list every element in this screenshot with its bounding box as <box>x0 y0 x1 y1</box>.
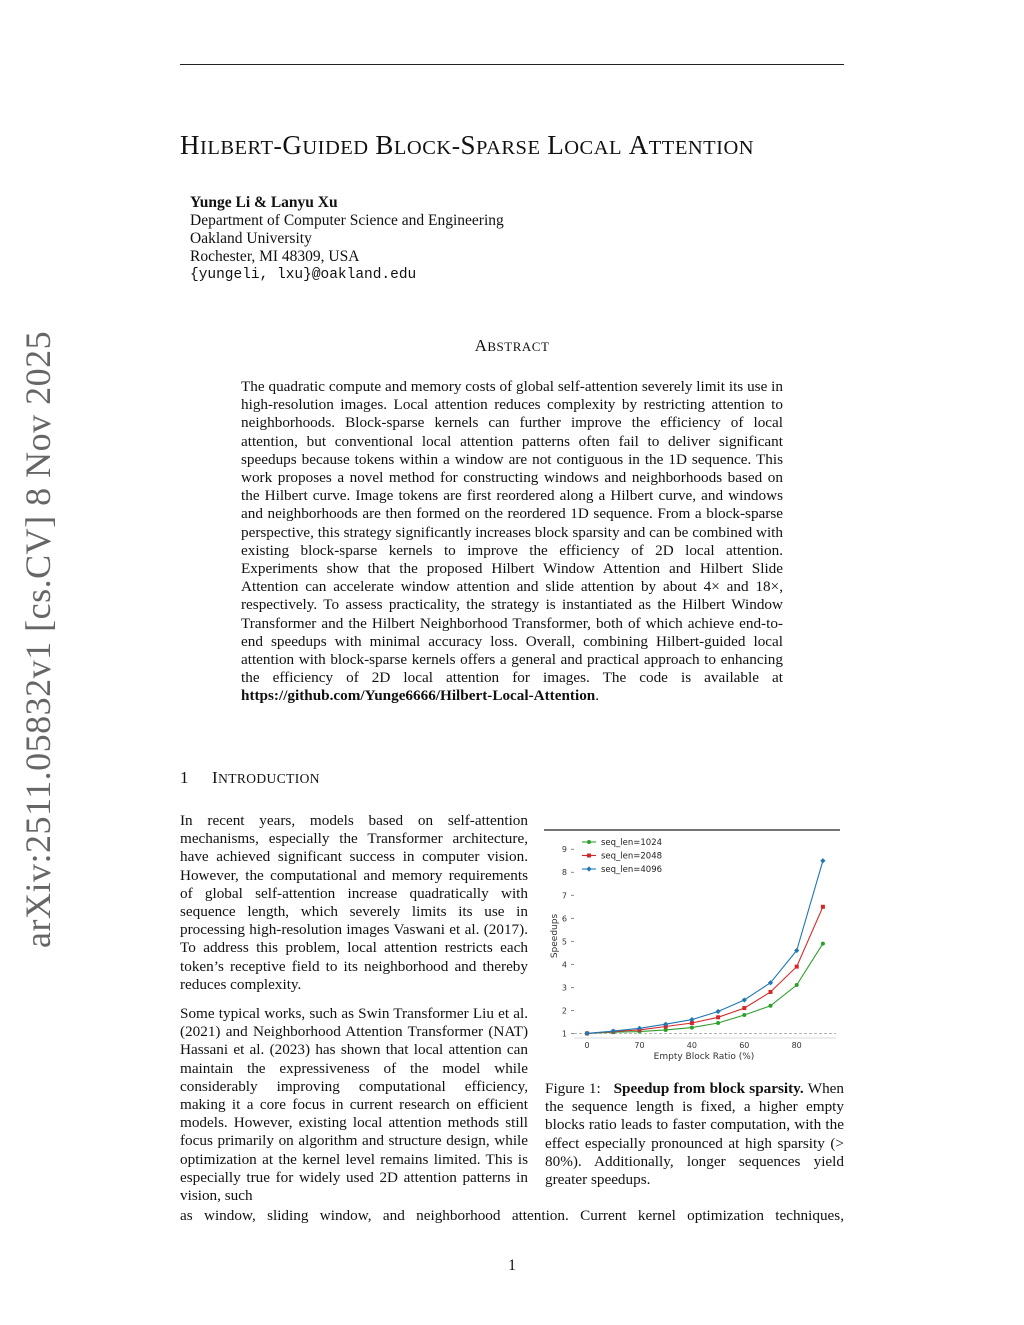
header-rule <box>180 64 844 65</box>
paper-title-text: HILBERT-GUIDED BLOCK-SPARSE LOCAL ATTENTION <box>180 130 755 160</box>
y-tick-label: 9 <box>561 845 567 855</box>
data-point <box>690 1026 694 1030</box>
series-line-2 <box>587 907 823 1034</box>
data-point <box>821 905 825 909</box>
data-point <box>716 1021 720 1025</box>
legend-label: seq_len=4096 <box>601 865 663 875</box>
caption-bold: Speedup from block sparsity. <box>613 1080 804 1097</box>
legend-marker <box>586 866 591 871</box>
author-university: Oakland University <box>190 230 312 247</box>
data-point <box>716 1009 721 1014</box>
y-tick-label: 8 <box>561 868 567 878</box>
abstract-text: The quadratic compute and memory costs of global self-attention severely limit its use in high-resolution images. Local attention reduces complexity by restricting attention to neighborhoods. Block-sparse kernels can further improve the efficiency of local attention, but conventional local attention patterns often fail to deliver significant speedups because tokens within a window are not contiguous in the 1D sequence. This work proposes a novel method for constructing windows and neighborhoods based on the Hilbert curve. Image tokens are first reordered along a Hilbert curve, and windows and neighborhoods are then formed on the reordered 1D sequence. From a block-sparse perspective, this strategy significantly increases block sparsity and can be combined with existing block-sparse kernels to improve the efficiency of 2D local attention. Experiments show that the proposed Hilbert Window Attention and Hilbert Slide Attention can accelerate window attention and slide attention by about 4× and 18×, respectively. To assess practicality, the strategy is instantiated as the Hilbert Window Transformer and the Hilbert Neighborhood Transformer, both of which achieve end-to-end speedups with minimal accuracy loss. Overall, combining Hilbert-guided local attention with block-sparse kernels offers a general and practical approach to enhancing the efficiency of 2D local attention for images. The code is available at <box>241 378 783 687</box>
figure-1 <box>544 826 844 1076</box>
y-tick-label: 3 <box>561 983 567 993</box>
data-point <box>716 1015 720 1019</box>
author-department: Department of Computer Science and Engineering <box>190 212 504 229</box>
data-point <box>795 983 799 987</box>
code-link[interactable]: https://github.com/Yunge6666/Hilbert-Local-Attention <box>241 687 596 705</box>
legend-marker <box>587 854 591 858</box>
paper-title <box>180 130 880 161</box>
author-names: Yunge Li & Lanyu Xu <box>190 194 338 211</box>
data-point <box>742 1006 746 1010</box>
data-point <box>742 1013 746 1017</box>
series-line-3 <box>587 861 823 1034</box>
legend-label: seq_len=2048 <box>601 851 663 862</box>
y-tick-label: 6 <box>561 914 567 924</box>
caption-label: Figure 1: <box>545 1080 601 1097</box>
x-tick-label: 60 <box>739 1041 750 1050</box>
intro-paragraph-1: In recent years, models based on self-attention mechanisms, especially the Transformer architecture, have achieved significant success in computer vision. However, the computational and memory requirements of global self-attention increase quadratically with sequence length, which severely limits its use in processing high-resolution images Vaswani et al. (2017). To address this problem, local attention restricts each token’s receptive field to its neighborhood and thereby reduces complexity. <box>180 812 528 993</box>
data-point <box>664 1028 668 1032</box>
chart-xlabel: Empty Block Ratio (%) <box>653 1052 755 1062</box>
legend-marker <box>587 840 591 844</box>
intro-paragraph-2-continued: as window, sliding window, and neighborhood attention. Current kernel optimization techniques, <box>180 1207 844 1224</box>
arxiv-identifier[interactable]: arXiv:2511.05832v1 [cs.CV] 8 Nov 2025 <box>18 330 58 948</box>
y-tick-label: 4 <box>561 960 567 970</box>
x-tick-label: 80 <box>791 1041 802 1050</box>
chart-ylabel: Speedups <box>550 913 560 959</box>
x-tick-label: 0 <box>584 1041 590 1050</box>
abstract-body <box>241 378 783 706</box>
author-address: Rochester, MI 48309, USA <box>190 248 360 265</box>
data-point <box>820 858 825 863</box>
figure-1-caption <box>545 1080 844 1189</box>
intro-paragraph-2: Some typical works, such as Swin Transformer Liu et al. (2021) and Neighborhood Attention Transformer (NAT) Hassani et al. (2023) has shown that local attention can maintain the expressiveness of the model while considerably improving computational efficiency, making it a core focus in current research on efficient models. However, existing local attention methods still focus primarily on algorithm and structure design, while optimization at the kernel level remains limited. This is especially true for widely used 2D attention patterns in vision, such <box>180 1005 528 1205</box>
legend-label: seq_len=1024 <box>601 838 663 848</box>
abstract-heading-text: ABSTRACT <box>474 336 550 355</box>
speedup-chart <box>544 826 844 1076</box>
y-tick-label: 5 <box>561 937 567 947</box>
section-number: 1 <box>180 768 189 787</box>
abstract-heading <box>0 336 1024 356</box>
data-point <box>821 942 825 946</box>
y-tick-label: 1 <box>561 1029 567 1039</box>
author-email[interactable]: {yungeli, lxu}@oakland.edu <box>190 267 417 283</box>
y-tick-label: 2 <box>561 1006 567 1016</box>
x-tick-label: 40 <box>686 1041 697 1050</box>
abstract-end: . <box>595 687 600 705</box>
section-heading <box>180 768 320 788</box>
data-point <box>795 965 799 969</box>
page-number: 1 <box>508 1257 516 1274</box>
author-block <box>190 194 504 284</box>
section-title: INTRODUCTION <box>212 768 320 787</box>
caption-text: When the sequence length is fixed, a higher empty blocks ratio leads to faster computation, with the effect especially pronounced at high sparsity (> 80%). Additionally, longer sequences yield greater speedups. <box>545 1080 844 1189</box>
y-tick-label: 7 <box>561 891 567 901</box>
data-point <box>769 1004 773 1008</box>
data-point <box>769 990 773 994</box>
x-tick-label: 70 <box>634 1041 645 1050</box>
